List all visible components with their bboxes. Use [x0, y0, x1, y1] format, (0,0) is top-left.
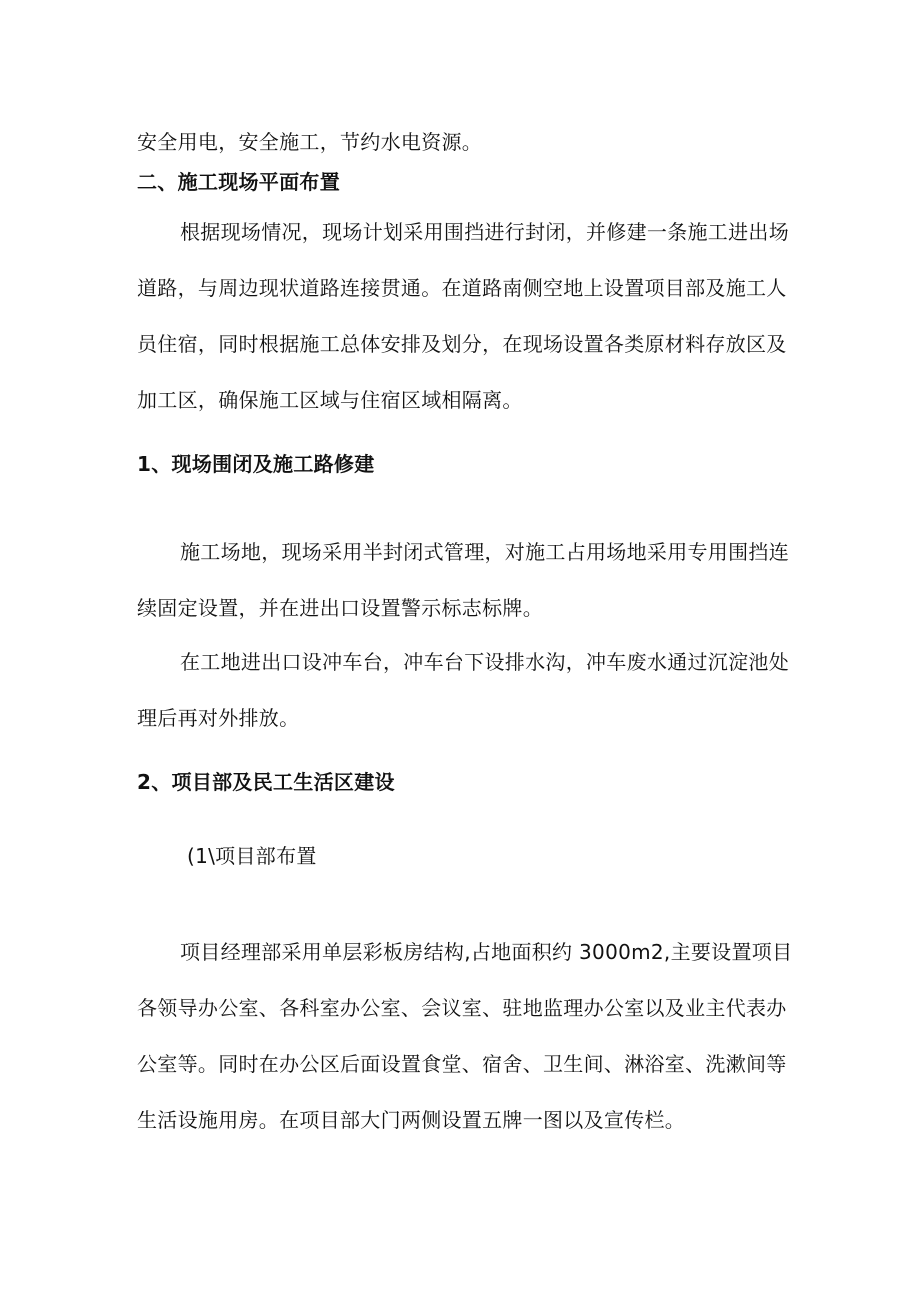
paragraph-line: 在工地进出口设冲车台，冲车台下设排水沟，冲车废水通过沉淀池处: [180, 650, 789, 674]
paragraph-line: 各领导办公室、各科室办公室、会议室、驻地监理办公室以及业主代表办: [137, 996, 787, 1020]
subsection-heading: 1、现场围闭及施工路修建: [137, 452, 375, 476]
subsection-heading: 2、项目部及民工生活区建设: [137, 770, 395, 794]
paragraph-line: 续固定设置，并在进出口设置警示标志标牌。: [137, 596, 543, 620]
section-heading: 二、施工现场平面布置: [137, 170, 340, 194]
paragraph-line: 施工场地，现场采用半封闭式管理，对施工占用场地采用专用围挡连: [180, 540, 789, 564]
paragraph-line: 安全用电，安全施工，节约水电资源。: [137, 130, 483, 154]
paragraph-line: 根据现场情况，现场计划采用围挡进行封闭，并修建一条施工进出场: [180, 220, 789, 244]
paragraph-line: 道路，与周边现状道路连接贯通。在道路南侧空地上设置项目部及施工人: [137, 276, 787, 300]
paragraph-line: 员住宿，同时根据施工总体安排及划分，在现场设置各类原材料存放区及: [137, 332, 787, 356]
paragraph-line: 公室等。同时在办公区后面设置食堂、宿舍、卫生间、淋浴室、洗漱间等: [137, 1052, 787, 1076]
paragraph-line: 项目经理部采用单层彩板房结构,占地面积约 3000m2,主要设置项目: [180, 940, 793, 964]
list-item-heading: (1\项目部布置: [187, 844, 317, 868]
paragraph-line: 理后再对外排放。: [137, 706, 300, 730]
paragraph-line: 加工区，确保施工区域与住宿区域相隔离。: [137, 388, 523, 412]
paragraph-line: 生活设施用房。在项目部大门两侧设置五牌一图以及宣传栏。: [137, 1108, 686, 1132]
